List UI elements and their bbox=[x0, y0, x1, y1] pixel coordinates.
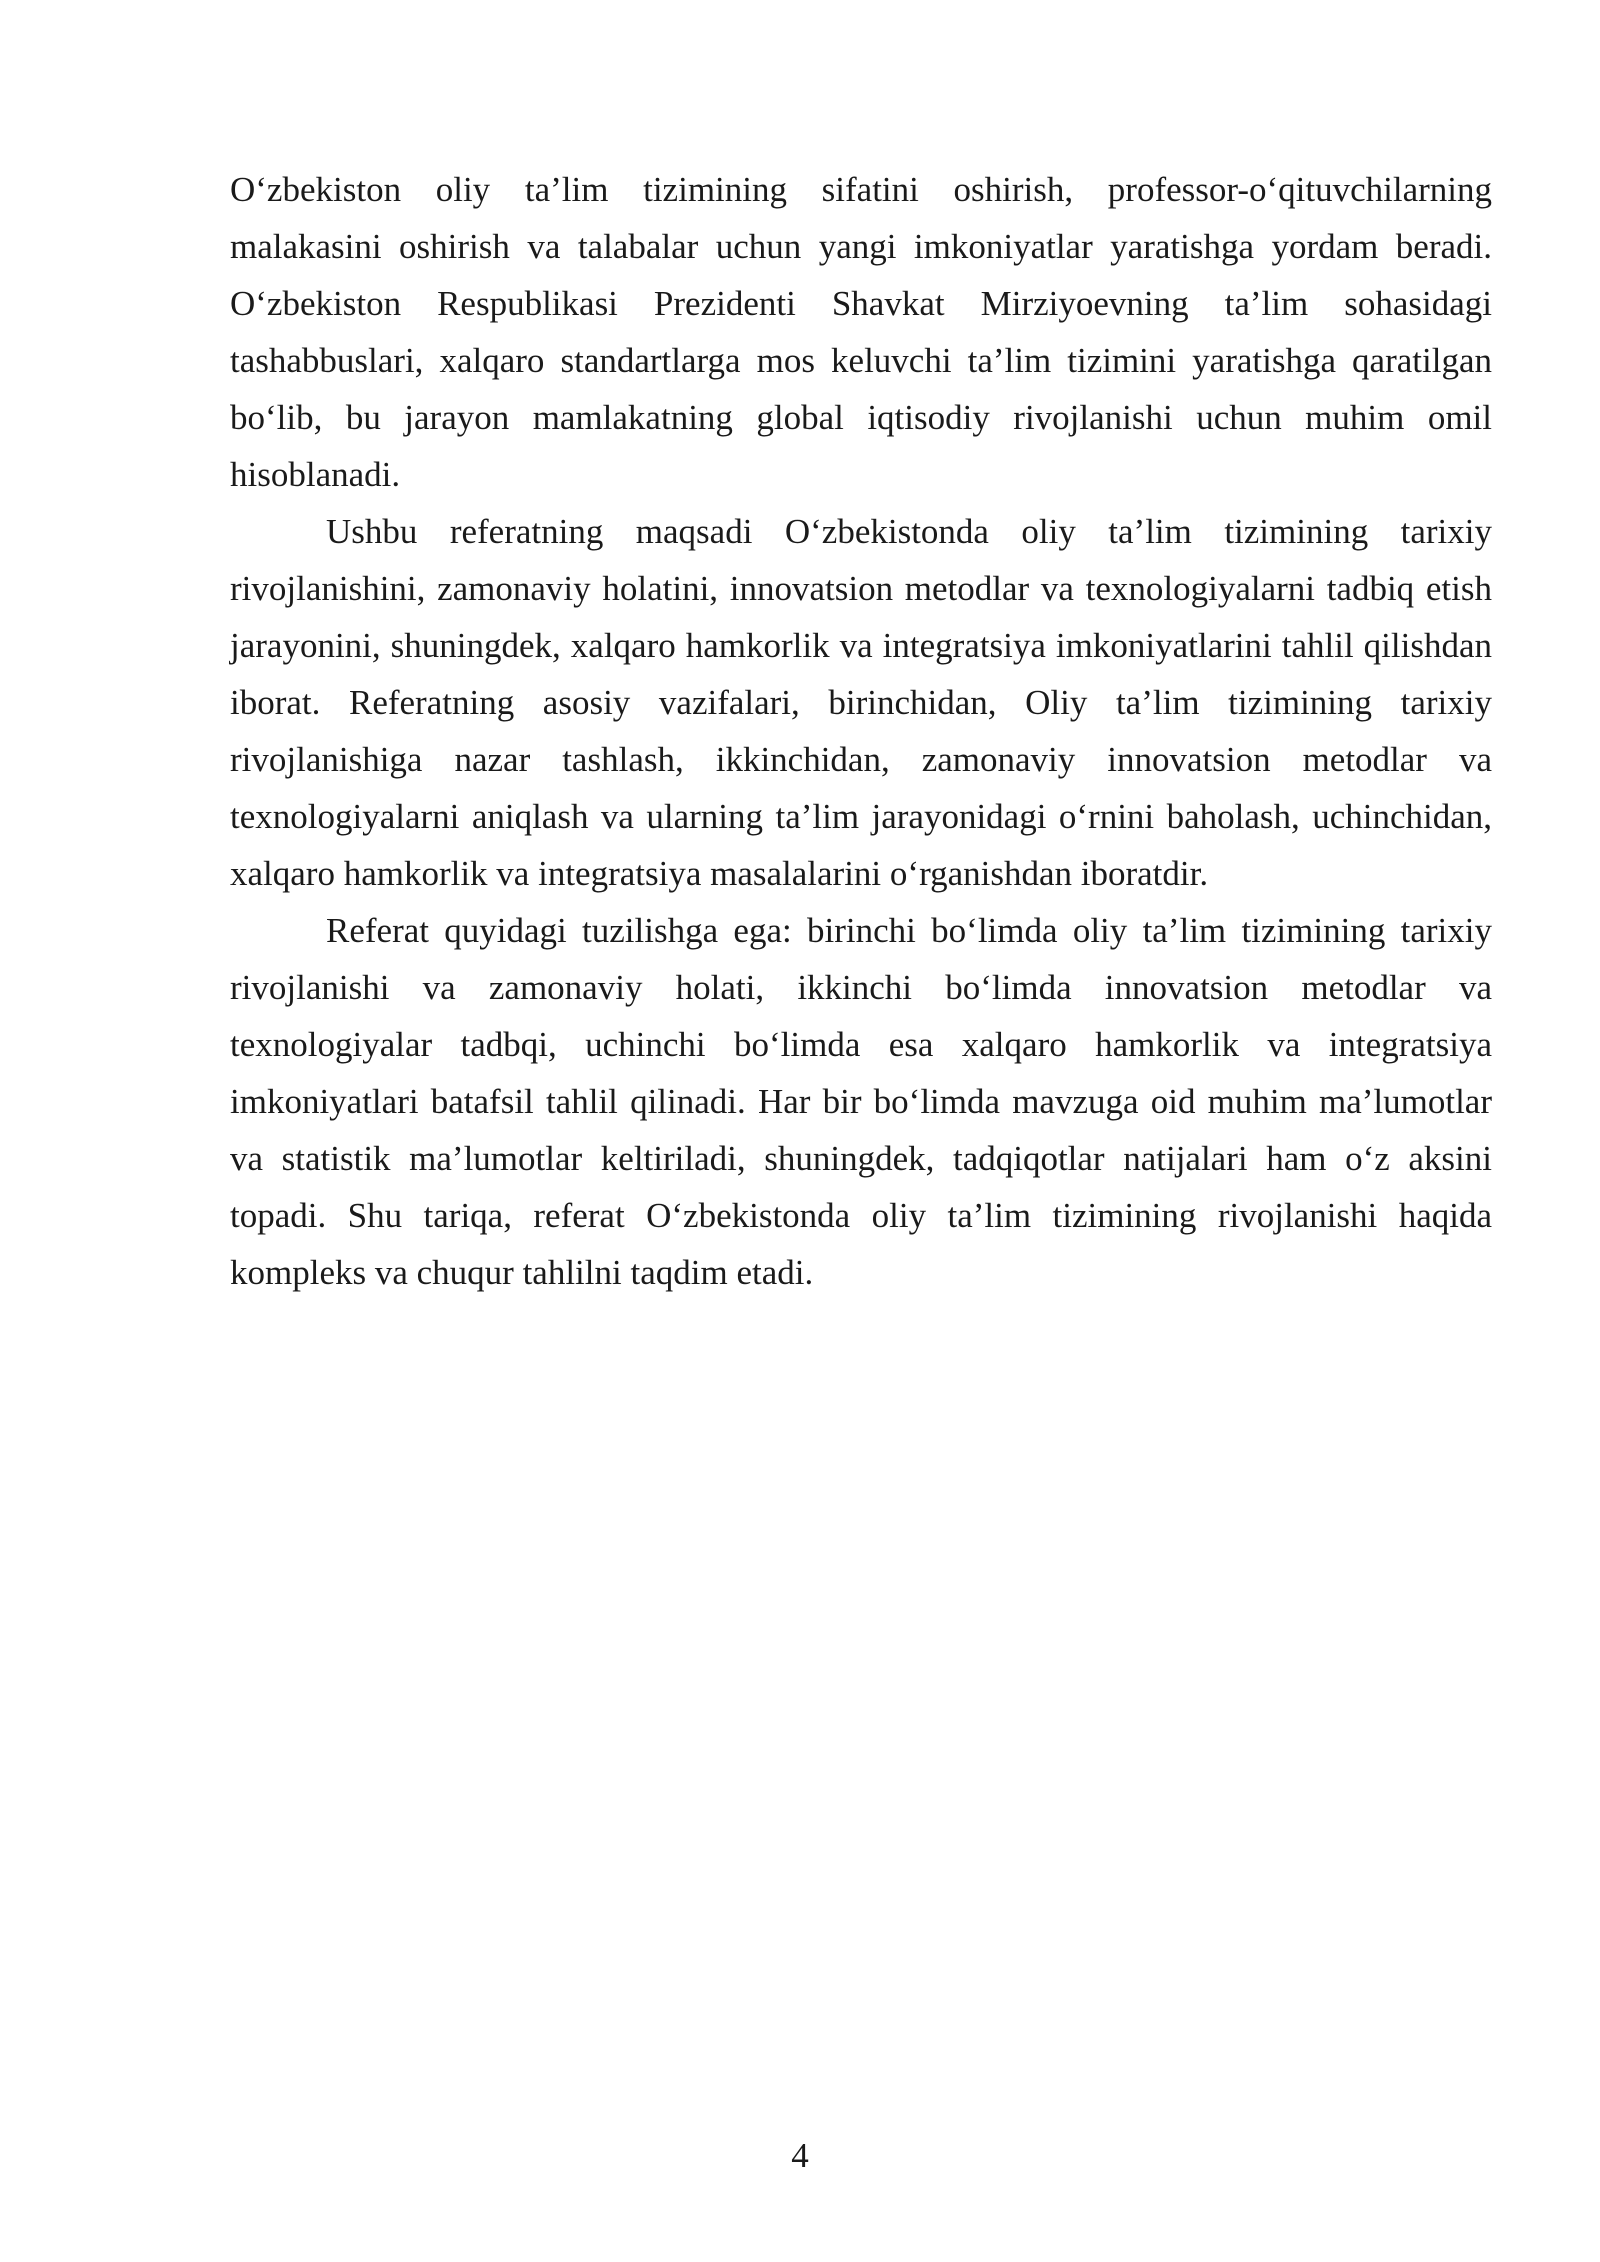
body-text bbox=[230, 161, 1492, 1301]
paragraph-purpose: Ushbu referatning maqsadi O‘zbekistonda oliy ta’lim tizimining tarixiy rivojlanishini, zamonaviy holatini, innovatsion metodlar va texnologiyalarni tadbiq etish jarayonini, shuningdek, xalqaro hamkorlik va integratsiya imkoniyatlarini tahlil qilishdan iborat. Referatning asosiy vazifalari, birinchidan, Oliy ta’lim tizimining tarixiy rivojlanishiga nazar tashlash, ikkinchidan, zamonaviy innovatsion metodlar va texnologiyalarni aniqlash va ularning ta’lim jarayonidagi o‘rnini baholash, uchinchidan, xalqaro hamkorlik va integratsiya masalalarini o‘rganishdan iboratdir. bbox=[230, 512, 1492, 893]
page-number: 4 bbox=[791, 2136, 809, 2175]
paragraph-structure: Referat quyidagi tuzilishga ega: birinchi bo‘limda oliy ta’lim tizimining tarixiy rivojlanishi va zamonaviy holati, ikkinchi bo‘limda innovatsion metodlar va texnologiyalar tadbqi, uchinchi bo‘limda esa xalqaro hamkorlik va integratsiya imkoniyatlari batafsil tahlil qilinadi. Har bir bo‘limda mavzuga oid muhim ma’lumotlar va statistik ma’lumotlar keltiriladi, shuningdek, tadqiqotlar natijalari ham o‘z aksini topadi. Shu tariqa, referat O‘zbekistonda oliy ta’lim tizimining rivojlanishi haqida kompleks va chuqur tahlilni taqdim etadi. bbox=[230, 911, 1492, 1292]
paragraph-continuation: O‘zbekiston oliy ta’lim tizimining sifatini oshirish, professor-o‘qituvchilarning malakasini oshirish va talabalar uchun yangi imkoniyatlar yaratishga yordam beradi. O‘zbekiston Respublikasi Prezidenti Shavkat Mirziyoevning ta’lim sohasidagi tashabbuslari, xalqaro standartlarga mos keluvchi ta’lim tizimini yaratishga qaratilgan bo‘lib, bu jarayon mamlakatning global iqtisodiy rivojlanishi uchun muhim omil hisoblanadi. bbox=[230, 170, 1492, 494]
